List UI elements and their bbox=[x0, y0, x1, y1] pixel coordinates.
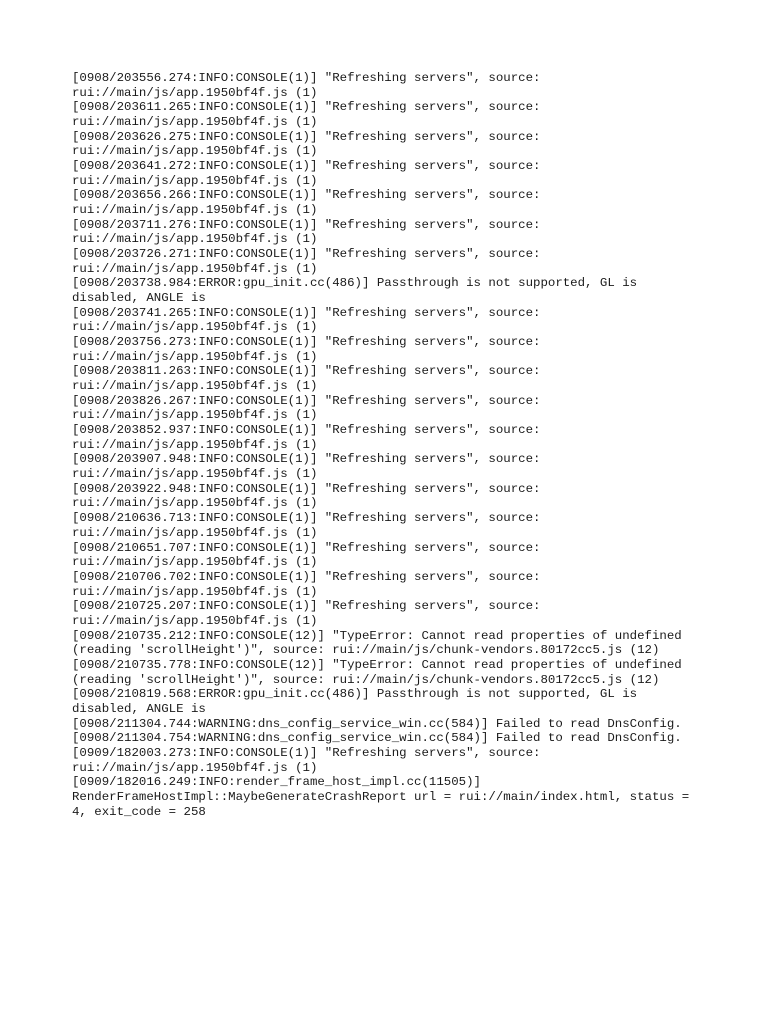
log-line: [0909/182016.249:INFO:render_frame_host_impl.cc(11505)] RenderFrameHostImpl::MaybeGenerateCrashReport url = rui://main/index.html, status = 4, exit_code = 258 bbox=[72, 775, 690, 819]
log-line: [0908/211304.754:WARNING:dns_config_service_win.cc(584)] Failed to read DnsConfig. bbox=[72, 731, 682, 746]
log-line: [0908/210636.713:INFO:CONSOLE(1)] "Refreshing servers", source: rui://main/js/app.1950bf4f.js (1) bbox=[72, 511, 541, 540]
log-line: [0908/210725.207:INFO:CONSOLE(1)] "Refreshing servers", source: rui://main/js/app.1950bf4f.js (1) bbox=[72, 599, 541, 628]
log-line: [0908/203611.265:INFO:CONSOLE(1)] "Refreshing servers", source: rui://main/js/app.1950bf4f.js (1) bbox=[72, 100, 541, 130]
log-line: [0908/203656.266:INFO:CONSOLE(1)] "Refreshing servers", source: rui://main/js/app.1950bf4f.js (1) bbox=[72, 188, 541, 218]
log-line: [0908/203741.265:INFO:CONSOLE(1)] "Refreshing servers", source: rui://main/js/app.1950bf4f.js (1) bbox=[72, 305, 541, 335]
log-line: [0908/210735.778:INFO:CONSOLE(12)] "TypeError: Cannot read properties of undefined (reading 'scrollHeight')", source: rui://main/js/chunk-vendors.80172cc5.js (12) bbox=[72, 657, 682, 687]
log-line: [0908/203626.275:INFO:CONSOLE(1)] "Refreshing servers", source: rui://main/js/app.1950bf4f.js (1) bbox=[72, 129, 541, 159]
log-document bbox=[72, 71, 702, 819]
log-line: [0909/182003.273:INFO:CONSOLE(1)] "Refreshing servers", source: rui://main/js/app.1950bf4f.js (1) bbox=[72, 745, 541, 775]
log-line: [0908/203738.984:ERROR:gpu_init.cc(486)] Passthrough is not supported, GL is disabled, ANGLE is bbox=[72, 276, 638, 306]
log-line: [0908/210706.702:INFO:CONSOLE(1)] "Refreshing servers", source: rui://main/js/app.1950bf4f.js (1) bbox=[72, 569, 541, 599]
log-line: [0908/210735.212:INFO:CONSOLE(12)] "TypeError: Cannot read properties of undefined (reading 'scrollHeight')", source: rui://main/js/chunk-vendors.80172cc5.js (12) bbox=[72, 628, 682, 658]
log-line: [0908/203852.937:INFO:CONSOLE(1)] "Refreshing servers", source: rui://main/js/app.1950bf4f.js (1) bbox=[72, 423, 541, 452]
log-line: [0908/210819.568:ERROR:gpu_init.cc(486)] Passthrough is not supported, GL is disabled, ANGLE is bbox=[72, 687, 638, 716]
log-line: [0908/203922.948:INFO:CONSOLE(1)] "Refreshing servers", source: rui://main/js/app.1950bf4f.js (1) bbox=[72, 481, 541, 511]
log-line: [0908/203556.274:INFO:CONSOLE(1)] "Refreshing servers", source: rui://main/js/app.1950bf4f.js (1) bbox=[72, 71, 541, 100]
log-line: [0908/203726.271:INFO:CONSOLE(1)] "Refreshing servers", source: rui://main/js/app.1950bf4f.js (1) bbox=[72, 247, 541, 276]
log-line: [0908/210651.707:INFO:CONSOLE(1)] "Refreshing servers", source: rui://main/js/app.1950bf4f.js (1) bbox=[72, 540, 541, 570]
log-line: [0908/203756.273:INFO:CONSOLE(1)] "Refreshing servers", source: rui://main/js/app.1950bf4f.js (1) bbox=[72, 335, 541, 364]
log-line: [0908/211304.744:WARNING:dns_config_service_win.cc(584)] Failed to read DnsConfig. bbox=[72, 716, 682, 731]
log-line: [0908/203711.276:INFO:CONSOLE(1)] "Refreshing servers", source: rui://main/js/app.1950bf4f.js (1) bbox=[72, 217, 541, 247]
log-line: [0908/203907.948:INFO:CONSOLE(1)] "Refreshing servers", source: rui://main/js/app.1950bf4f.js (1) bbox=[72, 452, 541, 482]
log-line: [0908/203811.263:INFO:CONSOLE(1)] "Refreshing servers", source: rui://main/js/app.1950bf4f.js (1) bbox=[72, 364, 541, 394]
log-line: [0908/203641.272:INFO:CONSOLE(1)] "Refreshing servers", source: rui://main/js/app.1950bf4f.js (1) bbox=[72, 159, 541, 188]
log-line: [0908/203826.267:INFO:CONSOLE(1)] "Refreshing servers", source: rui://main/js/app.1950bf4f.js (1) bbox=[72, 393, 541, 423]
